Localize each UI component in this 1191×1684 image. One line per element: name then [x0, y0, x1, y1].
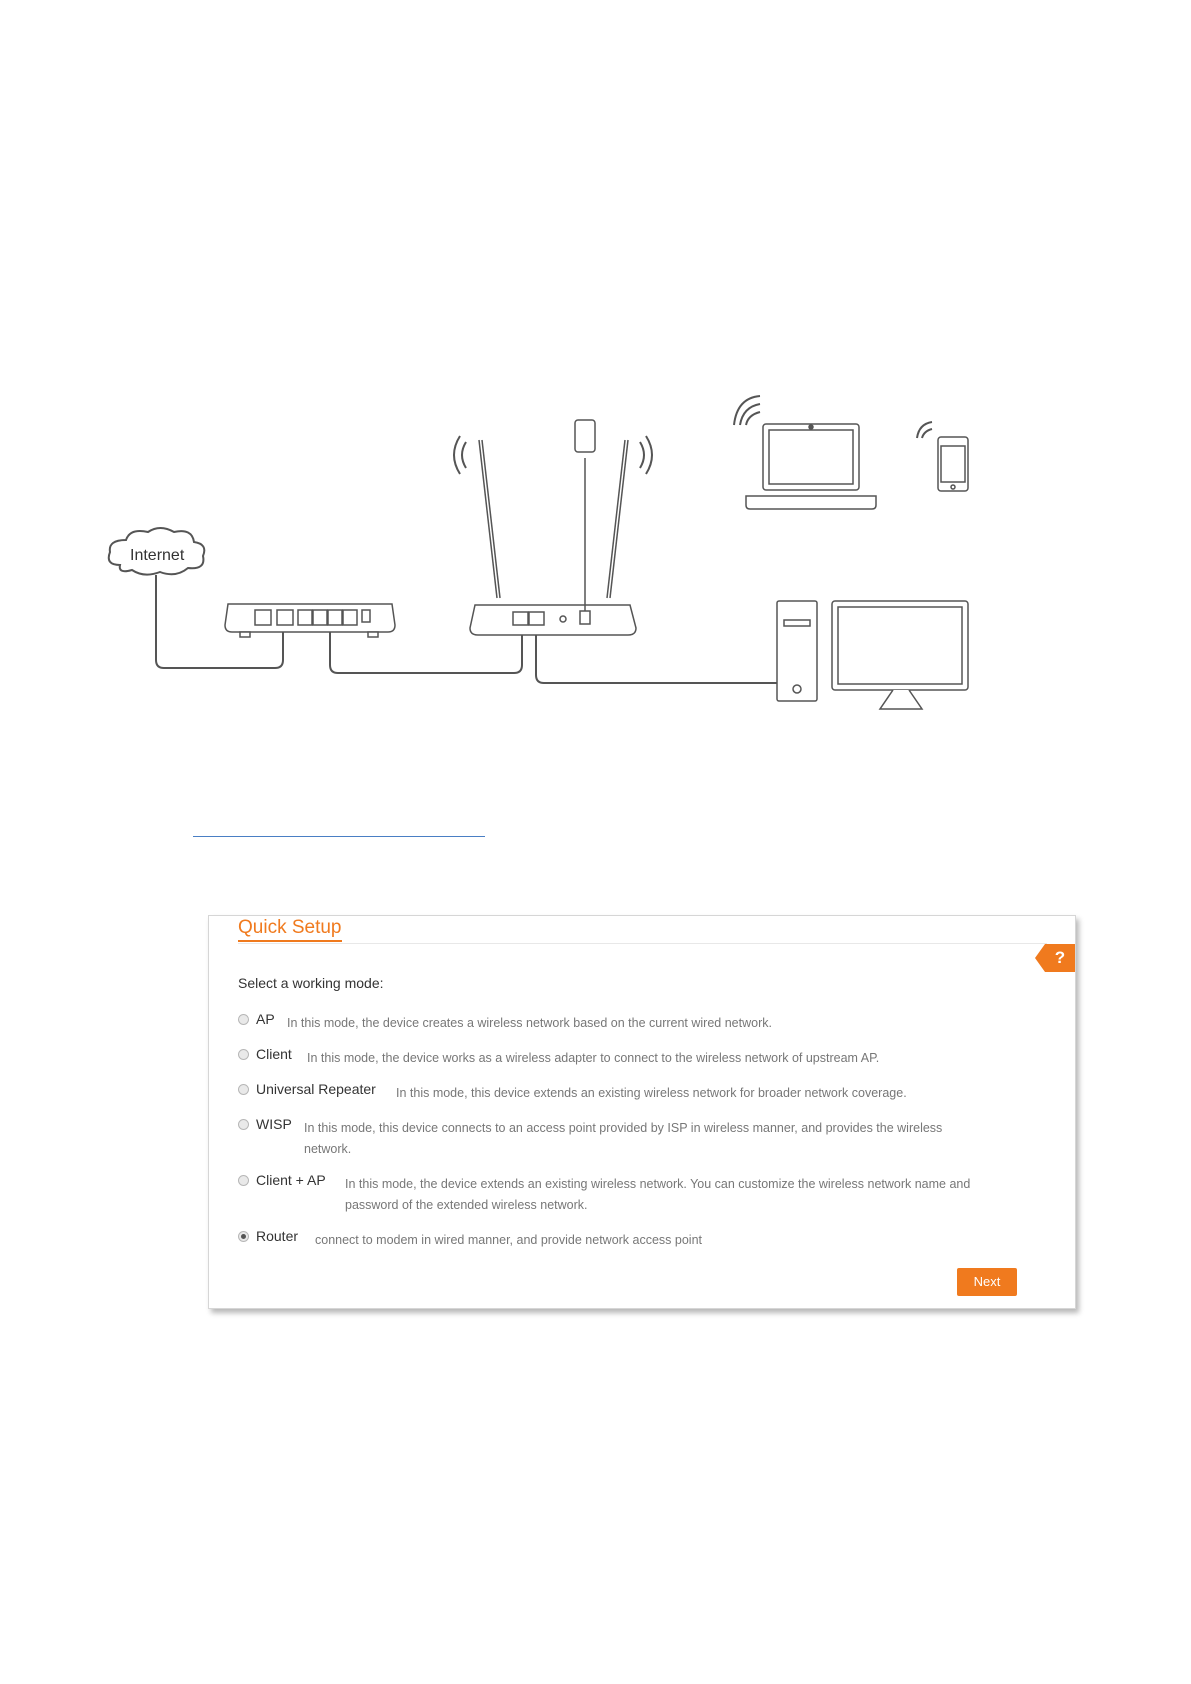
mode-description: In this mode, the device creates a wireless network based on the current wired network. [287, 1016, 772, 1030]
mode-name: Universal Repeater [256, 1081, 376, 1097]
mode-description: In this mode, this device extends an existing wireless network for broader network coverage. [396, 1086, 907, 1100]
cable-modem-router [330, 630, 522, 673]
phone-wifi-icon [917, 422, 932, 438]
mode-prompt: Select a working mode: [238, 975, 384, 991]
panel-title: Quick Setup [238, 917, 342, 942]
next-button[interactable]: Next [957, 1268, 1017, 1296]
hyperlink-underline[interactable] [193, 836, 485, 837]
mode-name: Client + AP [256, 1172, 326, 1188]
mode-description: In this mode, this device connects to an access point provided by ISP in wireless manner, and provides the wireless network. [304, 1121, 943, 1156]
mode-description: connect to modem in wired manner, and provide network access point [315, 1233, 703, 1247]
mode-name: Client [256, 1046, 292, 1062]
phone-icon [938, 437, 968, 491]
help-button[interactable]: ? [1045, 944, 1075, 972]
mode-name: WISP [256, 1116, 292, 1132]
modem-icon [225, 604, 395, 637]
radio-router[interactable] [238, 1231, 249, 1242]
mode-description: In this mode, the device works as a wireless adapter to connect to the wireless network of upstream AP. [307, 1051, 880, 1065]
desktop-tower-icon [777, 601, 817, 701]
cable-router-pc [536, 630, 777, 683]
monitor-icon [832, 601, 968, 709]
radio-ap[interactable] [238, 1014, 249, 1025]
radio-wisp[interactable] [238, 1119, 249, 1130]
title-divider [238, 943, 1047, 944]
laptop-wifi-icon [734, 396, 760, 425]
internet-cloud-icon [109, 528, 205, 575]
radio-client-ap[interactable] [238, 1175, 249, 1186]
internet-label: Internet [130, 547, 185, 564]
mode-name: Router [256, 1228, 299, 1244]
router-icon [470, 420, 636, 635]
laptop-icon [746, 424, 876, 509]
radio-universal-repeater[interactable] [238, 1084, 249, 1095]
radio-client[interactable] [238, 1049, 249, 1060]
mode-description: In this mode, the device extends an existing wireless network. You can customize the wireless network name and password of the extended wireless network. [345, 1177, 971, 1212]
quick-setup-panel [208, 915, 1076, 1309]
network-diagram [0, 0, 1191, 760]
mode-name: AP [256, 1011, 275, 1027]
